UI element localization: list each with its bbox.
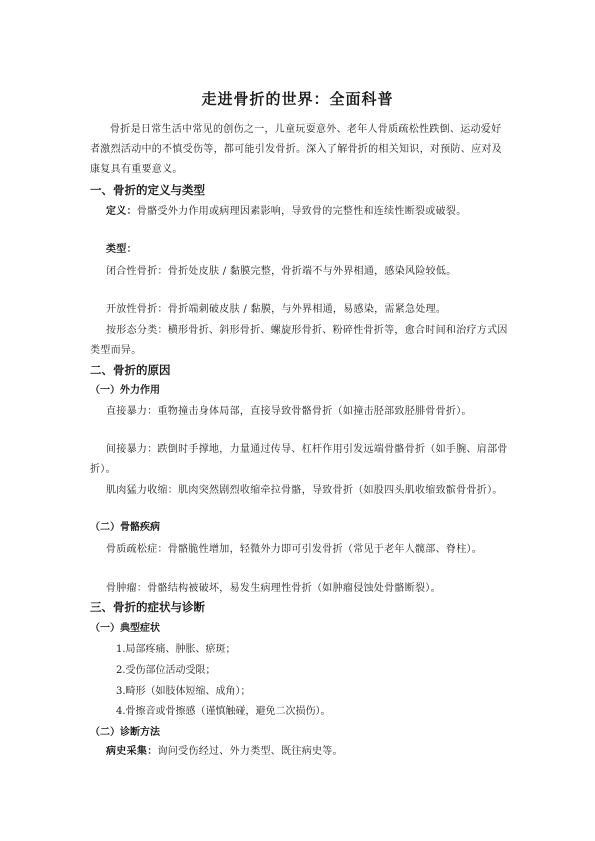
history-paragraph	[90, 742, 510, 762]
types-label: 类型：	[106, 244, 137, 255]
osteoporosis-text: 骨质疏松症：骨骼脆性增加，轻微外力即可引发骨折（常见于老年人髋部、脊柱）。	[106, 544, 483, 555]
history-label: 病史采集：	[106, 746, 158, 757]
subsection-diagnosis: （二）诊断方法	[90, 727, 160, 738]
shape-classification-text: 按形态分类：横形骨折、斜形骨折、螺旋形骨折、粉碎性骨折等，愈合时间和治疗方式因类型而异。	[90, 325, 508, 356]
symptom-item: 2.受伤部位活动受限；	[116, 665, 216, 676]
open-fracture-text: 开放性骨折：骨折端刺破皮肤 / 黏膜，与外界相通，易感染，需紧急处理。	[106, 304, 447, 315]
definition-text: 骨骼受外力作用或病理因素影响，导致骨的完整性和连续性断裂或破裂。	[136, 206, 467, 217]
definition-label: 定义：	[106, 206, 137, 217]
closed-fracture-text: 闭合性骨折：骨折处皮肤 / 黏膜完整，骨折端不与外界相通，感染风险较低。	[106, 266, 457, 277]
muscle-contraction-text: 肌肉猛力收缩：肌肉突然剧烈收缩牵拉骨骼，导致骨折（如股四头肌收缩致髌骨骨折）。	[106, 485, 503, 496]
history-text: 询问受伤经过、外力类型、既往病史等。	[157, 746, 343, 757]
symptom-item: 1.局部疼痛、肿胀、瘀斑；	[116, 644, 236, 655]
subsection-typical-symptoms: （一）典型症状	[90, 623, 160, 634]
bone-tumor-text: 骨肿瘤：骨骼结构被破坏，易发生病理性骨折（如肿瘤侵蚀处骨骼断裂）。	[106, 583, 441, 594]
definition-paragraph	[90, 202, 510, 222]
subsection-bone-disease: （二）骨骼疾病	[90, 522, 160, 533]
indirect-force-text: 间接暴力：跌倒时手撑地，力量通过传导、杠杆作用引发远端骨骼骨折（如手腕、肩部骨折）。	[90, 444, 508, 475]
section-2-heading: 二、骨折的原因	[90, 363, 171, 377]
symptom-item: 4.骨擦音或骨擦感（谨慎触碰，避免二次损伤）。	[116, 706, 331, 717]
intro-paragraph: 骨折是日常生活中常见的创伤之一，儿童玩耍意外、老年人骨质疏松性跌倒、运动爱好者激烈活动中的不慎受伤等，都可能引发骨折。深入了解骨折的相关知识，对预防、应对及康复具有重要意义。	[90, 124, 502, 175]
subsection-external-force: （一）外力作用	[90, 385, 160, 396]
direct-force-text: 直接暴力：重物撞击身体局部，直接导致骨骼骨折（如撞击胫部致胫腓骨骨折）。	[106, 406, 472, 417]
symptom-item: 3.畸形（如肢体短缩、成角）；	[116, 686, 251, 697]
section-3-heading: 三、骨折的症状与诊断	[90, 600, 205, 614]
page-title: 走进骨折的世界：全面科普	[201, 90, 394, 109]
section-1-heading: 一、骨折的定义与类型	[90, 183, 205, 197]
